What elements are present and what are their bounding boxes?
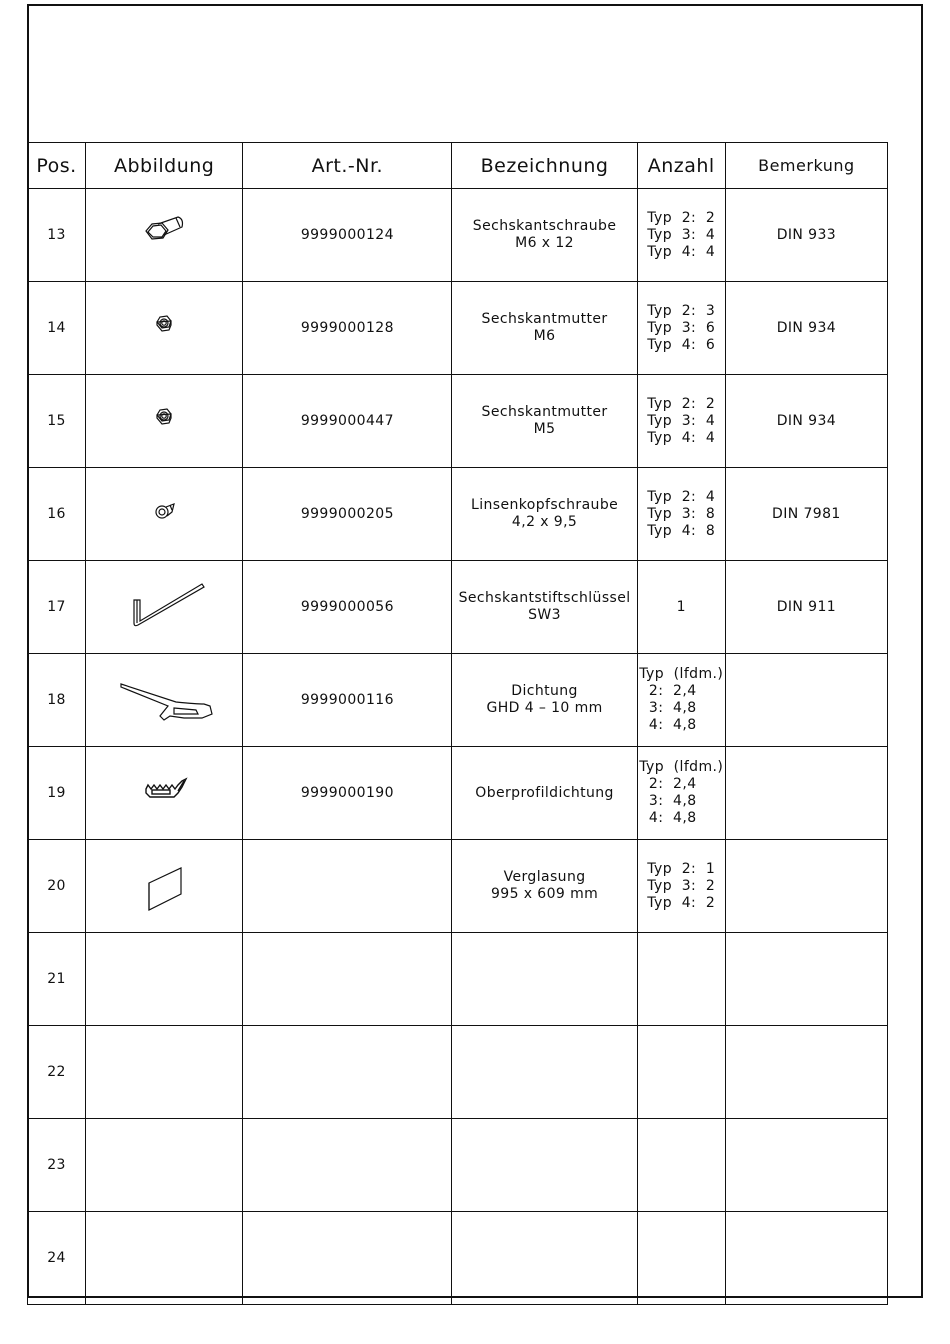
cell-anzahl	[637, 189, 725, 282]
cell-abbildung	[86, 468, 243, 561]
empty-illustration	[86, 1026, 243, 1118]
hex-bolt-icon	[86, 189, 243, 281]
anzahl-text: Typ (lfdm.) 2: 2,4 3: 4,8 4: 4,8	[639, 666, 724, 733]
hex-nut-icon	[86, 282, 243, 374]
cell-bezeichnung	[452, 747, 637, 840]
cell-art-nr	[243, 1026, 452, 1119]
anzahl-text: Typ 2: 4 Typ 3: 8 Typ 4: 8	[647, 488, 716, 539]
table-row	[28, 189, 888, 282]
cell-abbildung	[86, 1212, 243, 1305]
cell-bemerkung	[725, 1119, 887, 1212]
empty-illustration	[86, 933, 243, 1025]
anzahl-text: Typ 2: 2 Typ 3: 4 Typ 4: 4	[647, 209, 716, 260]
header-abbildung: Abbildung	[86, 143, 243, 189]
cell-bemerkung	[725, 933, 887, 1026]
bezeichnung-text: Sechskantstiftschlüssel SW3	[458, 590, 631, 623]
anzahl-text: Typ 2: 1 Typ 3: 2 Typ 4: 2	[647, 860, 716, 911]
cell-bezeichnung	[452, 189, 637, 282]
glass-pane-icon	[86, 840, 243, 932]
cell-pos: 24	[28, 1212, 86, 1305]
cell-bemerkung	[725, 654, 887, 747]
table-row	[28, 468, 888, 561]
anzahl-text: Typ 2: 3 Typ 3: 6 Typ 4: 6	[647, 302, 716, 353]
cell-bezeichnung	[452, 282, 637, 375]
bezeichnung-text: Sechskantmutter M6	[481, 311, 608, 344]
cell-bemerkung: DIN 933	[725, 189, 887, 282]
seal-profile-icon	[86, 654, 243, 746]
cell-art-nr	[243, 1119, 452, 1212]
cell-pos: 15	[28, 375, 86, 468]
allen-key-icon	[86, 561, 243, 653]
cell-anzahl	[637, 840, 725, 933]
cell-art-nr: 9999000128	[243, 282, 452, 375]
cell-art-nr: 9999000116	[243, 654, 452, 747]
cell-bemerkung	[725, 1026, 887, 1119]
cell-abbildung	[86, 1119, 243, 1212]
header-anzahl: Anzahl	[637, 143, 725, 189]
cell-bezeichnung	[452, 1212, 637, 1305]
cell-abbildung	[86, 654, 243, 747]
table-row	[28, 375, 888, 468]
cell-abbildung	[86, 933, 243, 1026]
cell-art-nr	[243, 1212, 452, 1305]
cell-bezeichnung	[452, 1026, 637, 1119]
anzahl-text: Typ 2: 2 Typ 3: 4 Typ 4: 4	[647, 395, 716, 446]
cell-anzahl	[637, 747, 725, 840]
cell-pos: 21	[28, 933, 86, 1026]
cell-abbildung	[86, 747, 243, 840]
cell-anzahl	[637, 468, 725, 561]
cell-bezeichnung	[452, 840, 637, 933]
cell-bemerkung: DIN 7981	[725, 468, 887, 561]
table-row	[28, 840, 888, 933]
hex-nut-icon	[86, 375, 243, 467]
cell-pos: 17	[28, 561, 86, 654]
cell-bemerkung: DIN 934	[725, 375, 887, 468]
header-art-nr: Art.-Nr.	[243, 143, 452, 189]
cell-art-nr: 9999000447	[243, 375, 452, 468]
cell-bemerkung: DIN 911	[725, 561, 887, 654]
cell-bezeichnung	[452, 468, 637, 561]
empty-illustration	[86, 1212, 243, 1304]
cell-art-nr: 9999000056	[243, 561, 452, 654]
cell-pos: 22	[28, 1026, 86, 1119]
table-row	[28, 933, 888, 1026]
cell-art-nr	[243, 840, 452, 933]
cell-bemerkung: DIN 934	[725, 282, 887, 375]
table-header-row	[28, 143, 888, 189]
bezeichnung-text: Sechskantmutter M5	[481, 404, 608, 437]
cell-bezeichnung	[452, 933, 637, 1026]
table-row	[28, 1119, 888, 1212]
bezeichnung-text: Linsenkopfschraube 4,2 x 9,5	[471, 497, 619, 530]
table-row	[28, 561, 888, 654]
cell-pos: 20	[28, 840, 86, 933]
table-row	[28, 1026, 888, 1119]
cell-art-nr: 9999000124	[243, 189, 452, 282]
header-bezeichnung: Bezeichnung	[452, 143, 637, 189]
cell-bemerkung	[725, 747, 887, 840]
cell-anzahl	[637, 654, 725, 747]
bezeichnung-text: Oberprofildichtung	[475, 784, 614, 801]
cell-abbildung	[86, 282, 243, 375]
cell-bezeichnung	[452, 654, 637, 747]
header-pos: Pos.	[28, 143, 86, 189]
header-bemerkung: Bemerkung	[725, 143, 887, 189]
bezeichnung-text: Dichtung GHD 4 – 10 mm	[486, 683, 603, 716]
table-row	[28, 747, 888, 840]
cell-abbildung	[86, 189, 243, 282]
pan-head-screw-icon	[86, 468, 243, 560]
cell-pos: 14	[28, 282, 86, 375]
cell-art-nr: 9999000190	[243, 747, 452, 840]
cell-anzahl	[637, 1119, 725, 1212]
cell-abbildung	[86, 1026, 243, 1119]
bezeichnung-text: Verglasung 995 x 609 mm	[490, 869, 599, 902]
cell-abbildung	[86, 561, 243, 654]
table-row	[28, 654, 888, 747]
anzahl-text: Typ (lfdm.) 2: 2,4 3: 4,8 4: 4,8	[639, 759, 724, 826]
cell-bezeichnung	[452, 375, 637, 468]
cell-abbildung	[86, 840, 243, 933]
cell-pos: 23	[28, 1119, 86, 1212]
cell-abbildung	[86, 375, 243, 468]
cell-bemerkung	[725, 1212, 887, 1305]
bezeichnung-text: Sechskantschraube M6 x 12	[472, 218, 617, 251]
cell-bezeichnung	[452, 561, 637, 654]
top-profile-seal-icon	[86, 747, 243, 839]
cell-anzahl	[637, 561, 725, 654]
cell-bezeichnung	[452, 1119, 637, 1212]
cell-anzahl	[637, 282, 725, 375]
anzahl-text: 1	[676, 598, 686, 615]
cell-anzahl	[637, 1212, 725, 1305]
cell-art-nr: 9999000205	[243, 468, 452, 561]
cell-anzahl	[637, 1026, 725, 1119]
table-row	[28, 282, 888, 375]
cell-anzahl	[637, 933, 725, 1026]
parts-list-table	[27, 142, 888, 1305]
empty-illustration	[86, 1119, 243, 1211]
cell-anzahl	[637, 375, 725, 468]
cell-art-nr	[243, 933, 452, 1026]
cell-bemerkung	[725, 840, 887, 933]
cell-pos: 13	[28, 189, 86, 282]
table-row	[28, 1212, 888, 1305]
cell-pos: 19	[28, 747, 86, 840]
cell-pos: 18	[28, 654, 86, 747]
cell-pos: 16	[28, 468, 86, 561]
